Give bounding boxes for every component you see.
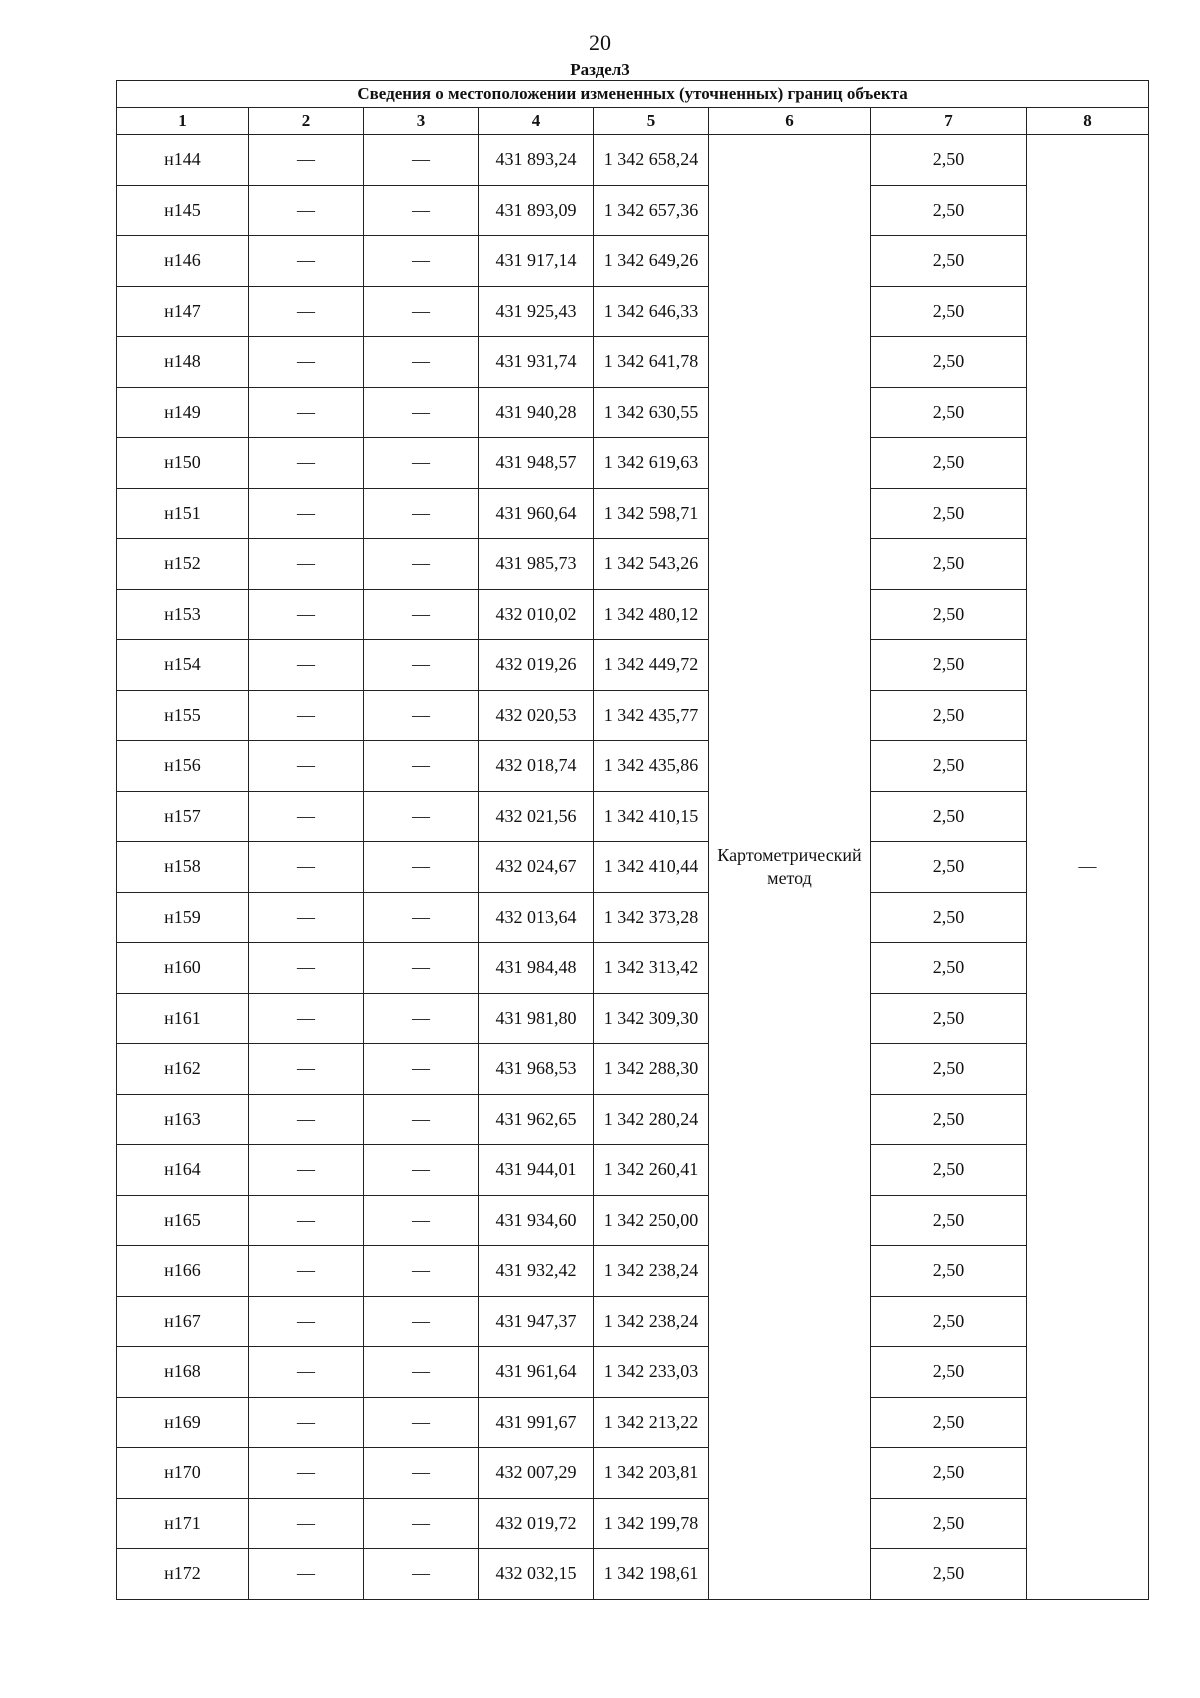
column-2-cell: — bbox=[249, 539, 364, 590]
point-name-cell: н163 bbox=[117, 1094, 249, 1145]
point-name-cell: н172 bbox=[117, 1549, 249, 1600]
table-row bbox=[117, 1145, 1149, 1196]
point-name-cell: н153 bbox=[117, 589, 249, 640]
x-coordinate-cell: 432 024,67 bbox=[479, 842, 594, 893]
point-name-cell: н158 bbox=[117, 842, 249, 893]
precision-cell: 2,50 bbox=[871, 1347, 1027, 1398]
precision-cell: 2,50 bbox=[871, 1246, 1027, 1297]
column-2-cell: — bbox=[249, 286, 364, 337]
column-2-cell: — bbox=[249, 438, 364, 489]
column-2-cell: — bbox=[249, 892, 364, 943]
column-3-cell: — bbox=[364, 488, 479, 539]
table-row bbox=[117, 337, 1149, 388]
column-3-cell: — bbox=[364, 842, 479, 893]
x-coordinate-cell: 432 019,26 bbox=[479, 640, 594, 691]
point-name-cell: н155 bbox=[117, 690, 249, 741]
table-row bbox=[117, 589, 1149, 640]
boundary-coordinates-table bbox=[116, 80, 1149, 1600]
point-name-cell: н152 bbox=[117, 539, 249, 590]
point-name-cell: н167 bbox=[117, 1296, 249, 1347]
table-caption: Сведения о местоположении измененных (уточненных) границ объекта bbox=[117, 81, 1149, 108]
column-2-cell: — bbox=[249, 943, 364, 994]
x-coordinate-cell: 432 021,56 bbox=[479, 791, 594, 842]
point-name-cell: н170 bbox=[117, 1448, 249, 1499]
point-name-cell: н171 bbox=[117, 1498, 249, 1549]
table-row bbox=[117, 236, 1149, 287]
column-number: 1 bbox=[117, 108, 249, 135]
table-row bbox=[117, 185, 1149, 236]
column-3-cell: — bbox=[364, 1145, 479, 1196]
column-2-cell: — bbox=[249, 640, 364, 691]
column-3-cell: — bbox=[364, 539, 479, 590]
column-2-cell: — bbox=[249, 1498, 364, 1549]
page-number: 20 bbox=[589, 30, 611, 55]
column-2-cell: — bbox=[249, 1094, 364, 1145]
column-3-cell: — bbox=[364, 438, 479, 489]
table-row bbox=[117, 1246, 1149, 1297]
column-3-cell: — bbox=[364, 185, 479, 236]
x-coordinate-cell: 432 032,15 bbox=[479, 1549, 594, 1600]
y-coordinate-cell: 1 342 619,63 bbox=[594, 438, 709, 489]
column-2-cell: — bbox=[249, 236, 364, 287]
table-row bbox=[117, 1296, 1149, 1347]
column-3-cell: — bbox=[364, 337, 479, 388]
column-3-cell: — bbox=[364, 993, 479, 1044]
x-coordinate-cell: 431 962,65 bbox=[479, 1094, 594, 1145]
column-3-cell: — bbox=[364, 943, 479, 994]
precision-cell: 2,50 bbox=[871, 791, 1027, 842]
y-coordinate-cell: 1 342 260,41 bbox=[594, 1145, 709, 1196]
x-coordinate-cell: 431 991,67 bbox=[479, 1397, 594, 1448]
column-3-cell: — bbox=[364, 236, 479, 287]
table-row bbox=[117, 438, 1149, 489]
column-2-cell: — bbox=[249, 1145, 364, 1196]
x-coordinate-cell: 431 960,64 bbox=[479, 488, 594, 539]
table-row bbox=[117, 488, 1149, 539]
column-2-cell: — bbox=[249, 993, 364, 1044]
y-coordinate-cell: 1 342 199,78 bbox=[594, 1498, 709, 1549]
column-2-cell: — bbox=[249, 842, 364, 893]
precision-cell: 2,50 bbox=[871, 892, 1027, 943]
x-coordinate-cell: 431 934,60 bbox=[479, 1195, 594, 1246]
x-coordinate-cell: 431 940,28 bbox=[479, 387, 594, 438]
table-row bbox=[117, 741, 1149, 792]
precision-cell: 2,50 bbox=[871, 488, 1027, 539]
precision-cell: 2,50 bbox=[871, 1094, 1027, 1145]
point-name-cell: н156 bbox=[117, 741, 249, 792]
y-coordinate-cell: 1 342 410,44 bbox=[594, 842, 709, 893]
x-coordinate-cell: 431 944,01 bbox=[479, 1145, 594, 1196]
column-2-cell: — bbox=[249, 1195, 364, 1246]
x-coordinate-cell: 431 981,80 bbox=[479, 993, 594, 1044]
precision-cell: 2,50 bbox=[871, 135, 1027, 186]
column-3-cell: — bbox=[364, 1296, 479, 1347]
column-3-cell: — bbox=[364, 589, 479, 640]
point-name-cell: н146 bbox=[117, 236, 249, 287]
column-3-cell: — bbox=[364, 1246, 479, 1297]
column-3-cell: — bbox=[364, 135, 479, 186]
column-2-cell: — bbox=[249, 589, 364, 640]
x-coordinate-cell: 431 925,43 bbox=[479, 286, 594, 337]
y-coordinate-cell: 1 342 435,86 bbox=[594, 741, 709, 792]
column-3-cell: — bbox=[364, 892, 479, 943]
x-coordinate-cell: 431 917,14 bbox=[479, 236, 594, 287]
x-coordinate-cell: 432 020,53 bbox=[479, 690, 594, 741]
column-2-cell: — bbox=[249, 387, 364, 438]
point-name-cell: н145 bbox=[117, 185, 249, 236]
y-coordinate-cell: 1 342 203,81 bbox=[594, 1448, 709, 1499]
table-row bbox=[117, 135, 1149, 186]
x-coordinate-cell: 432 019,72 bbox=[479, 1498, 594, 1549]
precision-cell: 2,50 bbox=[871, 387, 1027, 438]
column-number-row bbox=[117, 108, 1149, 135]
point-name-cell: н159 bbox=[117, 892, 249, 943]
column-2-cell: — bbox=[249, 1397, 364, 1448]
table-row bbox=[117, 993, 1149, 1044]
x-coordinate-cell: 431 968,53 bbox=[479, 1044, 594, 1095]
column-2-cell: — bbox=[249, 1246, 364, 1297]
point-name-cell: н165 bbox=[117, 1195, 249, 1246]
column-3-cell: — bbox=[364, 1347, 479, 1398]
point-name-cell: н164 bbox=[117, 1145, 249, 1196]
x-coordinate-cell: 431 948,57 bbox=[479, 438, 594, 489]
table-body bbox=[117, 135, 1149, 1600]
column-number: 8 bbox=[1027, 108, 1149, 135]
column-3-cell: — bbox=[364, 741, 479, 792]
table-row bbox=[117, 286, 1149, 337]
column-number: 2 bbox=[249, 108, 364, 135]
column-3-cell: — bbox=[364, 1498, 479, 1549]
y-coordinate-cell: 1 342 657,36 bbox=[594, 185, 709, 236]
precision-cell: 2,50 bbox=[871, 1397, 1027, 1448]
y-coordinate-cell: 1 342 280,24 bbox=[594, 1094, 709, 1145]
x-coordinate-cell: 432 013,64 bbox=[479, 892, 594, 943]
point-name-cell: н157 bbox=[117, 791, 249, 842]
y-coordinate-cell: 1 342 630,55 bbox=[594, 387, 709, 438]
x-coordinate-cell: 431 947,37 bbox=[479, 1296, 594, 1347]
column-2-cell: — bbox=[249, 1044, 364, 1095]
precision-cell: 2,50 bbox=[871, 993, 1027, 1044]
point-name-cell: н169 bbox=[117, 1397, 249, 1448]
column-number: 6 bbox=[709, 108, 871, 135]
column-2-cell: — bbox=[249, 690, 364, 741]
precision-cell: 2,50 bbox=[871, 1145, 1027, 1196]
column-2-cell: — bbox=[249, 1347, 364, 1398]
point-name-cell: н166 bbox=[117, 1246, 249, 1297]
y-coordinate-cell: 1 342 233,03 bbox=[594, 1347, 709, 1398]
column-number: 5 bbox=[594, 108, 709, 135]
y-coordinate-cell: 1 342 213,22 bbox=[594, 1397, 709, 1448]
precision-cell: 2,50 bbox=[871, 1549, 1027, 1600]
point-name-cell: н149 bbox=[117, 387, 249, 438]
table-row bbox=[117, 1498, 1149, 1549]
table-row bbox=[117, 1094, 1149, 1145]
precision-cell: 2,50 bbox=[871, 337, 1027, 388]
column-2-cell: — bbox=[249, 337, 364, 388]
precision-cell: 2,50 bbox=[871, 741, 1027, 792]
point-name-cell: н168 bbox=[117, 1347, 249, 1398]
column-3-cell: — bbox=[364, 387, 479, 438]
y-coordinate-cell: 1 342 238,24 bbox=[594, 1296, 709, 1347]
x-coordinate-cell: 431 985,73 bbox=[479, 539, 594, 590]
x-coordinate-cell: 431 893,24 bbox=[479, 135, 594, 186]
column-3-cell: — bbox=[364, 1044, 479, 1095]
precision-cell: 2,50 bbox=[871, 286, 1027, 337]
column-2-cell: — bbox=[249, 488, 364, 539]
column-2-cell: — bbox=[249, 791, 364, 842]
y-coordinate-cell: 1 342 309,30 bbox=[594, 993, 709, 1044]
column-3-cell: — bbox=[364, 791, 479, 842]
y-coordinate-cell: 1 342 238,24 bbox=[594, 1246, 709, 1297]
y-coordinate-cell: 1 342 543,26 bbox=[594, 539, 709, 590]
table-row bbox=[117, 387, 1149, 438]
precision-cell: 2,50 bbox=[871, 185, 1027, 236]
x-coordinate-cell: 431 893,09 bbox=[479, 185, 594, 236]
point-name-cell: н162 bbox=[117, 1044, 249, 1095]
table-row bbox=[117, 892, 1149, 943]
y-coordinate-cell: 1 342 313,42 bbox=[594, 943, 709, 994]
column-3-cell: — bbox=[364, 1397, 479, 1448]
note-cell: — bbox=[1027, 135, 1149, 1600]
precision-cell: 2,50 bbox=[871, 539, 1027, 590]
precision-cell: 2,50 bbox=[871, 438, 1027, 489]
point-name-cell: н150 bbox=[117, 438, 249, 489]
x-coordinate-cell: 431 932,42 bbox=[479, 1246, 594, 1297]
y-coordinate-cell: 1 342 449,72 bbox=[594, 640, 709, 691]
precision-cell: 2,50 bbox=[871, 589, 1027, 640]
table-row bbox=[117, 1044, 1149, 1095]
y-coordinate-cell: 1 342 435,77 bbox=[594, 690, 709, 741]
method-cell: Картометрический метод bbox=[709, 135, 871, 1600]
table-row bbox=[117, 791, 1149, 842]
point-name-cell: н147 bbox=[117, 286, 249, 337]
column-3-cell: — bbox=[364, 690, 479, 741]
y-coordinate-cell: 1 342 250,00 bbox=[594, 1195, 709, 1246]
column-2-cell: — bbox=[249, 1296, 364, 1347]
table-row bbox=[117, 1448, 1149, 1499]
x-coordinate-cell: 432 010,02 bbox=[479, 589, 594, 640]
x-coordinate-cell: 432 007,29 bbox=[479, 1448, 594, 1499]
point-name-cell: н154 bbox=[117, 640, 249, 691]
column-number: 7 bbox=[871, 108, 1027, 135]
point-name-cell: н160 bbox=[117, 943, 249, 994]
y-coordinate-cell: 1 342 410,15 bbox=[594, 791, 709, 842]
table-row bbox=[117, 1347, 1149, 1398]
y-coordinate-cell: 1 342 480,12 bbox=[594, 589, 709, 640]
precision-cell: 2,50 bbox=[871, 640, 1027, 691]
point-name-cell: н148 bbox=[117, 337, 249, 388]
precision-cell: 2,50 bbox=[871, 1195, 1027, 1246]
precision-cell: 2,50 bbox=[871, 842, 1027, 893]
column-3-cell: — bbox=[364, 640, 479, 691]
y-coordinate-cell: 1 342 658,24 bbox=[594, 135, 709, 186]
point-name-cell: н144 bbox=[117, 135, 249, 186]
column-3-cell: — bbox=[364, 1094, 479, 1145]
column-3-cell: — bbox=[364, 1195, 479, 1246]
y-coordinate-cell: 1 342 646,33 bbox=[594, 286, 709, 337]
y-coordinate-cell: 1 342 641,78 bbox=[594, 337, 709, 388]
x-coordinate-cell: 431 961,64 bbox=[479, 1347, 594, 1398]
x-coordinate-cell: 432 018,74 bbox=[479, 741, 594, 792]
precision-cell: 2,50 bbox=[871, 690, 1027, 741]
column-2-cell: — bbox=[249, 135, 364, 186]
table-row bbox=[117, 539, 1149, 590]
precision-cell: 2,50 bbox=[871, 1498, 1027, 1549]
precision-cell: 2,50 bbox=[871, 1044, 1027, 1095]
x-coordinate-cell: 431 931,74 bbox=[479, 337, 594, 388]
precision-cell: 2,50 bbox=[871, 1296, 1027, 1347]
point-name-cell: н151 bbox=[117, 488, 249, 539]
point-name-cell: н161 bbox=[117, 993, 249, 1044]
y-coordinate-cell: 1 342 373,28 bbox=[594, 892, 709, 943]
column-2-cell: — bbox=[249, 185, 364, 236]
precision-cell: 2,50 bbox=[871, 236, 1027, 287]
precision-cell: 2,50 bbox=[871, 943, 1027, 994]
y-coordinate-cell: 1 342 598,71 bbox=[594, 488, 709, 539]
table-row bbox=[117, 1549, 1149, 1600]
column-3-cell: — bbox=[364, 1549, 479, 1600]
column-2-cell: — bbox=[249, 1549, 364, 1600]
column-number: 3 bbox=[364, 108, 479, 135]
table-row bbox=[117, 1195, 1149, 1246]
column-2-cell: — bbox=[249, 741, 364, 792]
column-2-cell: — bbox=[249, 1448, 364, 1499]
table-row bbox=[117, 690, 1149, 741]
column-3-cell: — bbox=[364, 286, 479, 337]
column-3-cell: — bbox=[364, 1448, 479, 1499]
y-coordinate-cell: 1 342 198,61 bbox=[594, 1549, 709, 1600]
table-row bbox=[117, 640, 1149, 691]
y-coordinate-cell: 1 342 649,26 bbox=[594, 236, 709, 287]
table-row bbox=[117, 943, 1149, 994]
y-coordinate-cell: 1 342 288,30 bbox=[594, 1044, 709, 1095]
x-coordinate-cell: 431 984,48 bbox=[479, 943, 594, 994]
section-title: Раздел3 bbox=[570, 60, 630, 79]
table-row bbox=[117, 1397, 1149, 1448]
column-number: 4 bbox=[479, 108, 594, 135]
table-row bbox=[117, 842, 1149, 893]
precision-cell: 2,50 bbox=[871, 1448, 1027, 1499]
